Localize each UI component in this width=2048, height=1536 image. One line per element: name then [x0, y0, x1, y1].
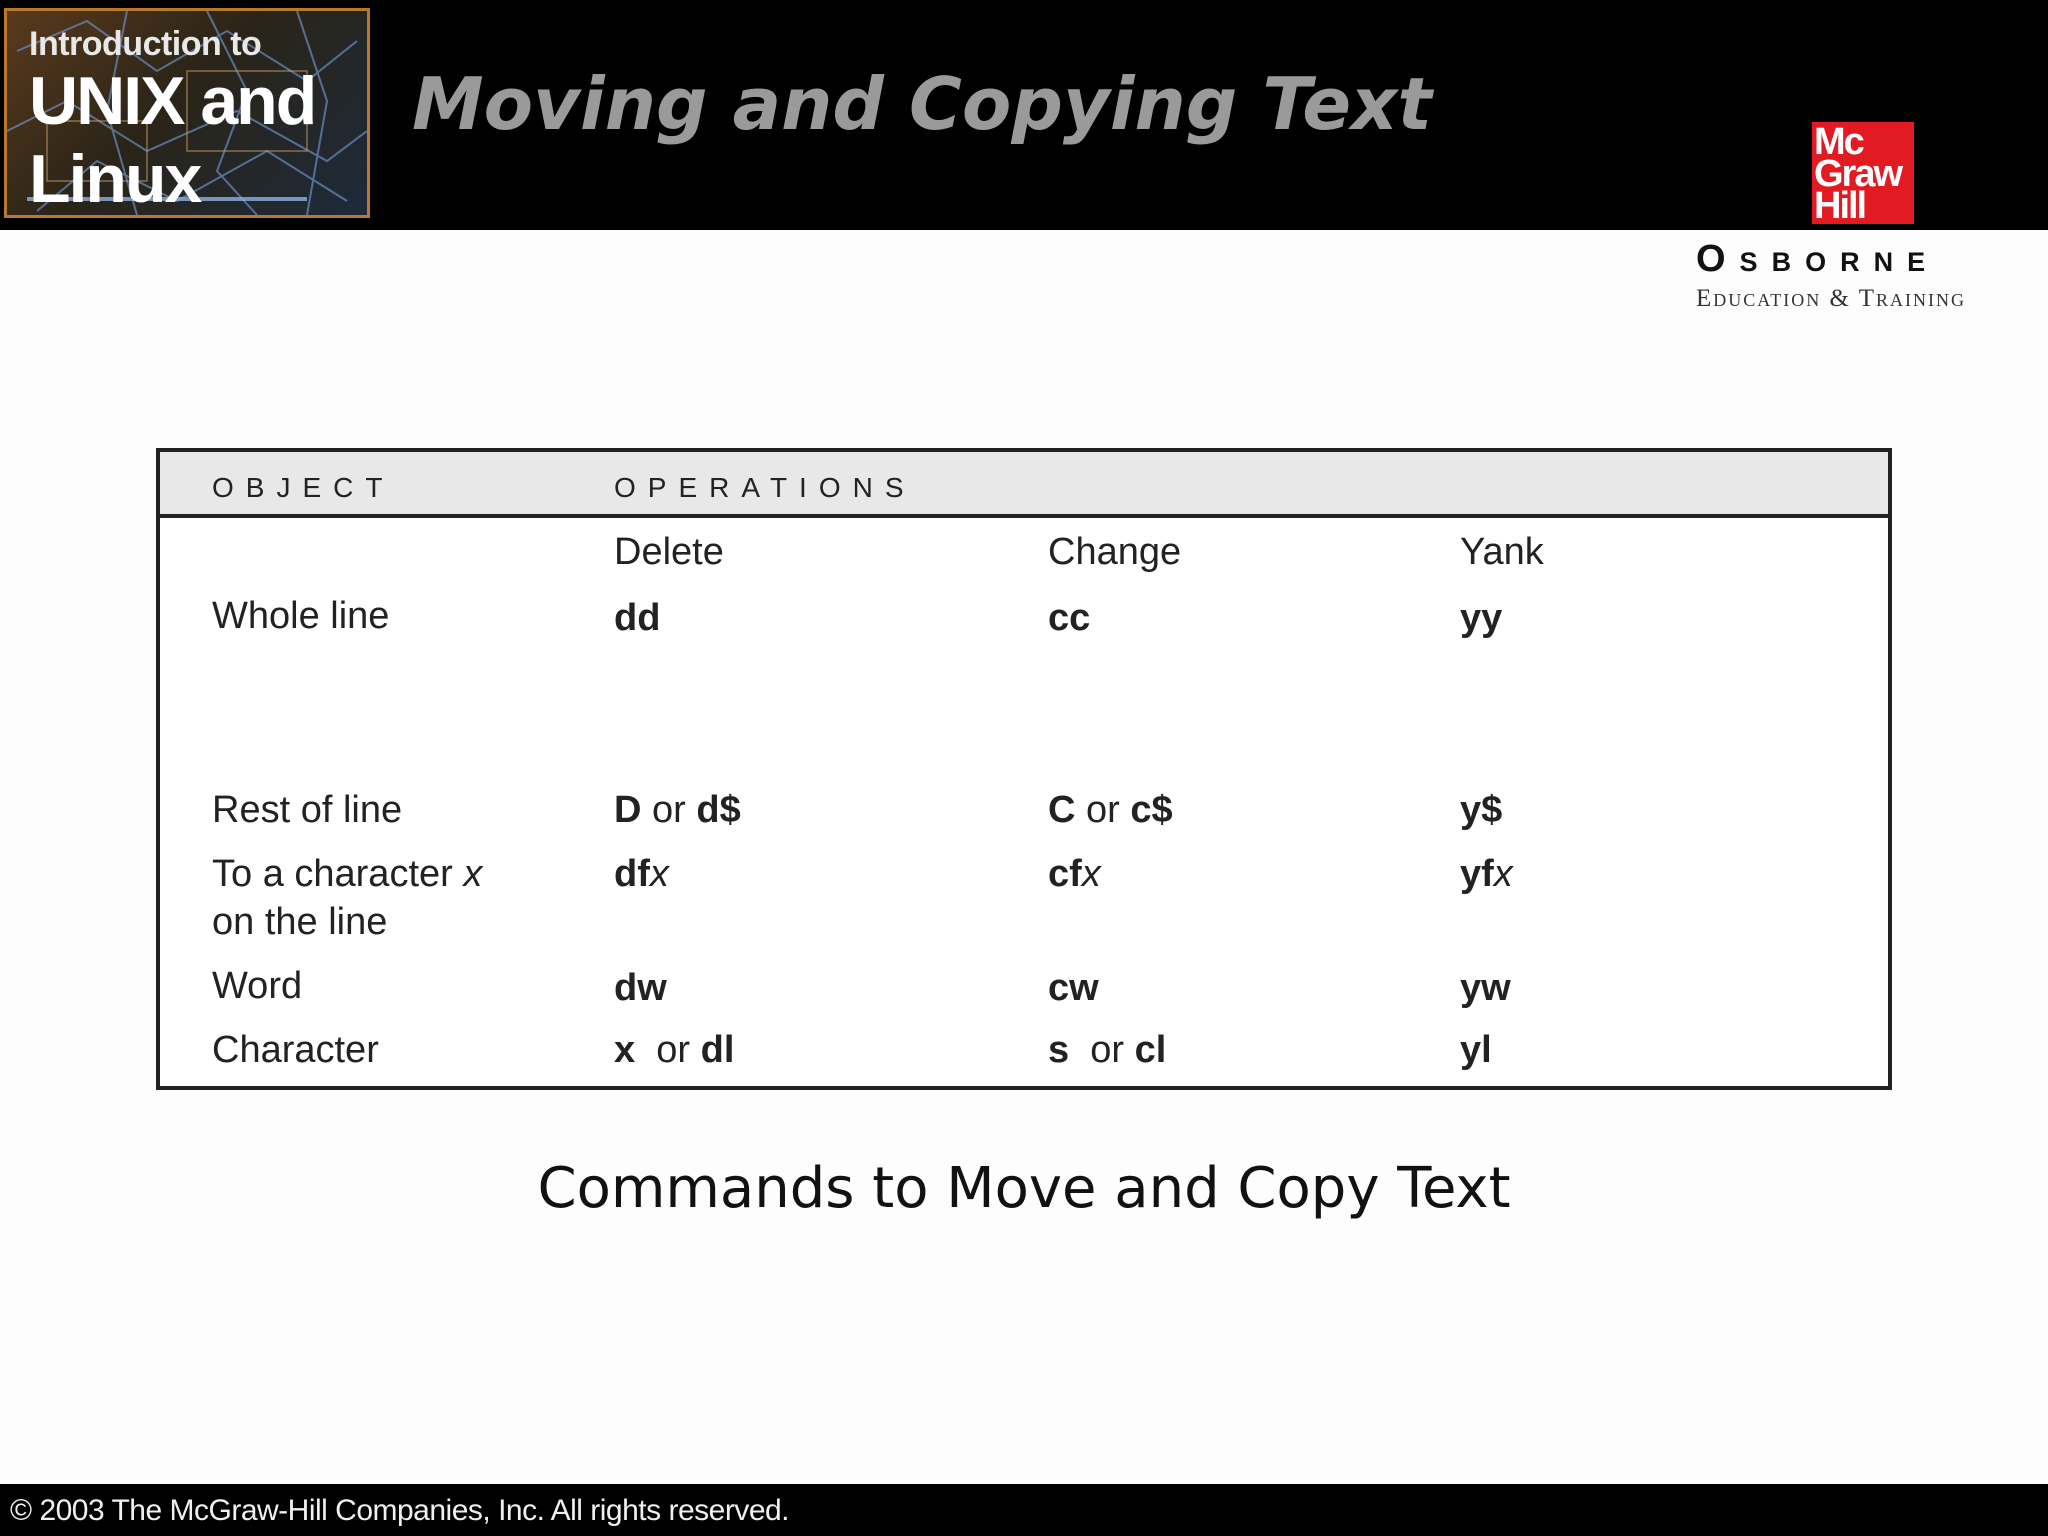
cmd-delete: dd — [614, 597, 661, 639]
book-cover-logo — [4, 8, 370, 218]
cmd-change: cc — [1048, 597, 1091, 639]
cmd-part: yf — [1460, 853, 1494, 895]
header-object: OBJECT — [212, 472, 395, 503]
row-object-cont: on the line — [212, 901, 388, 943]
footer-bar — [0, 1484, 2048, 1536]
copyright-notice: © 2003 The McGraw-Hill Companies, Inc. All rights reserved. — [10, 1494, 790, 1527]
cmd-part: d$ — [696, 789, 741, 831]
cmd-delete — [614, 786, 741, 834]
cmd-part: df — [614, 853, 650, 895]
cmd-yank: yl — [1460, 1029, 1492, 1071]
cmd-delete — [614, 1026, 734, 1074]
cmd-change — [1048, 850, 1101, 898]
cmd-yank: y$ — [1460, 789, 1503, 831]
cmd-var: x — [1081, 853, 1101, 895]
row-object: Character — [212, 1029, 379, 1071]
book-logo-line2: UNIX and — [29, 63, 316, 139]
cmd-change — [1048, 1026, 1166, 1074]
book-logo-line3: Linux — [29, 141, 201, 217]
cmd-or: or — [635, 1029, 701, 1071]
osborne-name: Osborne — [1696, 238, 1940, 280]
table-caption: Commands to Move and Copy Text — [537, 1156, 1511, 1221]
cmd-or: or — [1069, 1029, 1135, 1071]
cmd-delete — [614, 850, 669, 898]
cmd-part: c$ — [1130, 789, 1173, 831]
row-object: Whole line — [212, 595, 390, 637]
cmd-or: or — [1075, 789, 1131, 831]
table-header-row — [160, 452, 1888, 518]
object-var: x — [463, 853, 483, 895]
cmd-yank: yw — [1460, 967, 1511, 1009]
mcgraw-hill-logo — [1812, 121, 1914, 227]
cmd-change — [1048, 786, 1173, 834]
cmd-part: cl — [1134, 1029, 1167, 1071]
cmd-delete: dw — [614, 967, 667, 1009]
cmd-part: D — [614, 789, 642, 831]
logo-line-graw: Graw — [1814, 153, 1902, 195]
osborne-logo — [1696, 238, 2028, 313]
cmd-var: x — [1493, 853, 1513, 895]
commands-table — [156, 448, 1892, 1090]
cmd-part: dl — [700, 1029, 735, 1071]
header-bar — [0, 0, 2048, 230]
cmd-part: C — [1048, 789, 1076, 831]
logo-line-hill: Hill — [1814, 185, 1866, 227]
operation-delete: Delete — [614, 531, 724, 573]
row-object: Rest of line — [212, 789, 403, 831]
logo-line-mc: Mc — [1814, 121, 1863, 163]
cmd-yank: yy — [1460, 597, 1503, 639]
osborne-tagline: Education & Training — [1696, 285, 1967, 312]
object-part: To a character — [212, 853, 464, 895]
row-object: Word — [212, 965, 303, 1007]
page-title: Moving and Copying Text — [412, 62, 1432, 146]
operation-yank: Yank — [1460, 531, 1544, 573]
cmd-part: x — [614, 1029, 636, 1071]
cmd-part: s — [1048, 1029, 1070, 1071]
book-logo-line1: Introduction to — [29, 25, 262, 63]
cmd-or: or — [641, 789, 697, 831]
cmd-var: x — [649, 853, 669, 895]
cmd-yank — [1460, 850, 1513, 898]
cmd-change: cw — [1048, 967, 1099, 1009]
header-operations: OPERATIONS — [614, 472, 916, 503]
cmd-part: cf — [1048, 853, 1082, 895]
operation-change: Change — [1048, 531, 1182, 573]
row-object — [212, 850, 482, 898]
